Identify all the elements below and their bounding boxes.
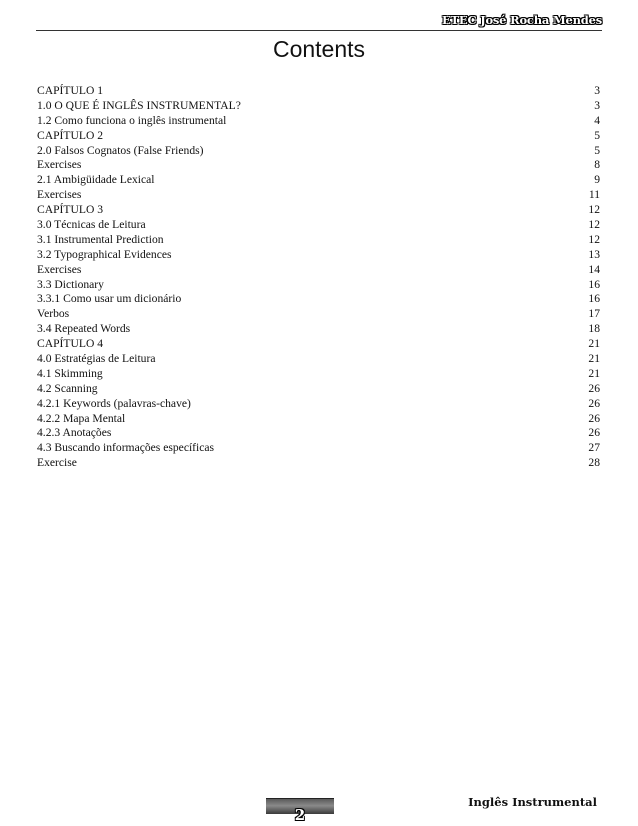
toc-entry-page: 11 xyxy=(588,188,600,202)
toc-entry-label: 2.0 Falsos Cognatos (False Friends) xyxy=(37,143,204,157)
toc-entry[interactable] xyxy=(37,337,600,352)
toc-entry-label: CAPÍTULO 3 xyxy=(37,203,104,217)
toc-entry-page: 13 xyxy=(588,247,600,261)
toc-entry[interactable] xyxy=(37,278,600,293)
toc-entry-label: 3.2 Typographical Evidences xyxy=(37,247,172,261)
toc-entry-page: 26 xyxy=(588,411,600,425)
toc-entry[interactable] xyxy=(37,129,600,144)
toc-entry-page: 16 xyxy=(588,277,600,291)
toc-entry[interactable] xyxy=(37,456,600,471)
page-title: Contents xyxy=(272,36,366,62)
toc-entry-label: Exercises xyxy=(37,188,82,202)
toc-entry[interactable] xyxy=(37,84,600,99)
toc-entry-label: 3.0 Técnicas de Leitura xyxy=(37,218,146,232)
toc-entry-page: 27 xyxy=(588,441,600,455)
toc-entry-label: 1.0 O QUE É INGLÊS INSTRUMENTAL? xyxy=(37,98,241,112)
toc-entry[interactable] xyxy=(37,441,600,456)
toc-entry-page: 21 xyxy=(588,366,600,380)
toc-entry-label: 3.4 Repeated Words xyxy=(37,322,131,336)
toc-entry-page: 4 xyxy=(594,113,600,127)
toc-entry-label: 4.3 Buscando informações específicas xyxy=(37,441,215,455)
toc-entry-page: 26 xyxy=(588,381,600,395)
toc-entry-label: 4.1 Skimming xyxy=(37,366,103,380)
toc-entry[interactable] xyxy=(37,188,600,203)
toc-entry-page: 14 xyxy=(588,262,600,276)
toc-entry[interactable] xyxy=(37,412,600,427)
footer-book-title: Inglês Instrumental xyxy=(468,795,597,809)
toc-entry[interactable] xyxy=(37,99,600,114)
toc-entry[interactable] xyxy=(37,307,600,322)
toc-entry-label: CAPÍTULO 1 xyxy=(37,84,104,97)
toc-entry-page: 5 xyxy=(594,143,600,157)
table-of-contents xyxy=(37,84,600,471)
toc-entry[interactable] xyxy=(37,382,600,397)
toc-entry-label: Exercise xyxy=(37,456,77,470)
toc-entry[interactable] xyxy=(37,114,600,129)
toc-entry[interactable] xyxy=(37,144,600,159)
toc-entry-label: 4.2.2 Mapa Mental xyxy=(37,411,126,425)
page-number: 2 xyxy=(294,806,306,824)
toc-entry-label: 4.0 Estratégias de Leitura xyxy=(37,352,156,366)
toc-entry-label: Exercises xyxy=(37,262,82,276)
toc-entry-page: 21 xyxy=(588,337,600,351)
toc-entry[interactable] xyxy=(37,292,600,307)
toc-entry-label: Verbos xyxy=(37,307,70,321)
toc-entry-label: 3.1 Instrumental Prediction xyxy=(37,232,164,246)
toc-entry[interactable] xyxy=(37,218,600,233)
header-school-name: ETEC José Rocha Mendes xyxy=(441,13,602,27)
toc-entry[interactable] xyxy=(37,158,600,173)
toc-entry-label: CAPÍTULO 2 xyxy=(37,128,104,142)
toc-entry-label: 3.3.1 Como usar um dicionário xyxy=(37,292,182,306)
toc-entry[interactable] xyxy=(37,248,600,263)
toc-entry-label: 4.2 Scanning xyxy=(37,381,98,395)
toc-entry-label: CAPÍTULO 4 xyxy=(37,337,104,351)
toc-entry-page: 16 xyxy=(588,292,600,306)
toc-entry-page: 3 xyxy=(594,84,600,97)
header-divider xyxy=(36,30,602,31)
toc-entry-label: 4.2.3 Anotações xyxy=(37,426,112,440)
toc-entry-page: 3 xyxy=(594,98,600,112)
toc-entry-page: 12 xyxy=(588,203,600,217)
toc-entry[interactable] xyxy=(37,263,600,278)
toc-entry-page: 12 xyxy=(588,218,600,232)
toc-entry-page: 26 xyxy=(588,396,600,410)
toc-entry-page: 18 xyxy=(588,322,600,336)
toc-entry-label: 1.2 Como funciona o inglês instrumental xyxy=(37,113,227,127)
toc-entry[interactable] xyxy=(37,322,600,337)
toc-entry[interactable] xyxy=(37,426,600,441)
toc-entry-page: 17 xyxy=(588,307,600,321)
toc-entry[interactable] xyxy=(37,397,600,412)
toc-entry-page: 26 xyxy=(588,426,600,440)
toc-entry-page: 21 xyxy=(588,352,600,366)
toc-entry-label: 3.3 Dictionary xyxy=(37,277,104,291)
toc-entry[interactable] xyxy=(37,367,600,382)
toc-entry[interactable] xyxy=(37,173,600,188)
toc-entry-page: 12 xyxy=(588,232,600,246)
toc-entry[interactable] xyxy=(37,352,600,367)
toc-entry-page: 5 xyxy=(594,128,600,142)
toc-entry-page: 9 xyxy=(594,173,600,187)
toc-entry-label: Exercises xyxy=(37,158,82,172)
toc-entry[interactable] xyxy=(37,233,600,248)
toc-entry-page: 28 xyxy=(588,456,600,470)
toc-entry-label: 4.2.1 Keywords (palavras-chave) xyxy=(37,396,191,410)
toc-entry-page: 8 xyxy=(594,158,600,172)
toc-entry-label: 2.1 Ambigüidade Lexical xyxy=(37,173,155,187)
toc-entry[interactable] xyxy=(37,203,600,218)
